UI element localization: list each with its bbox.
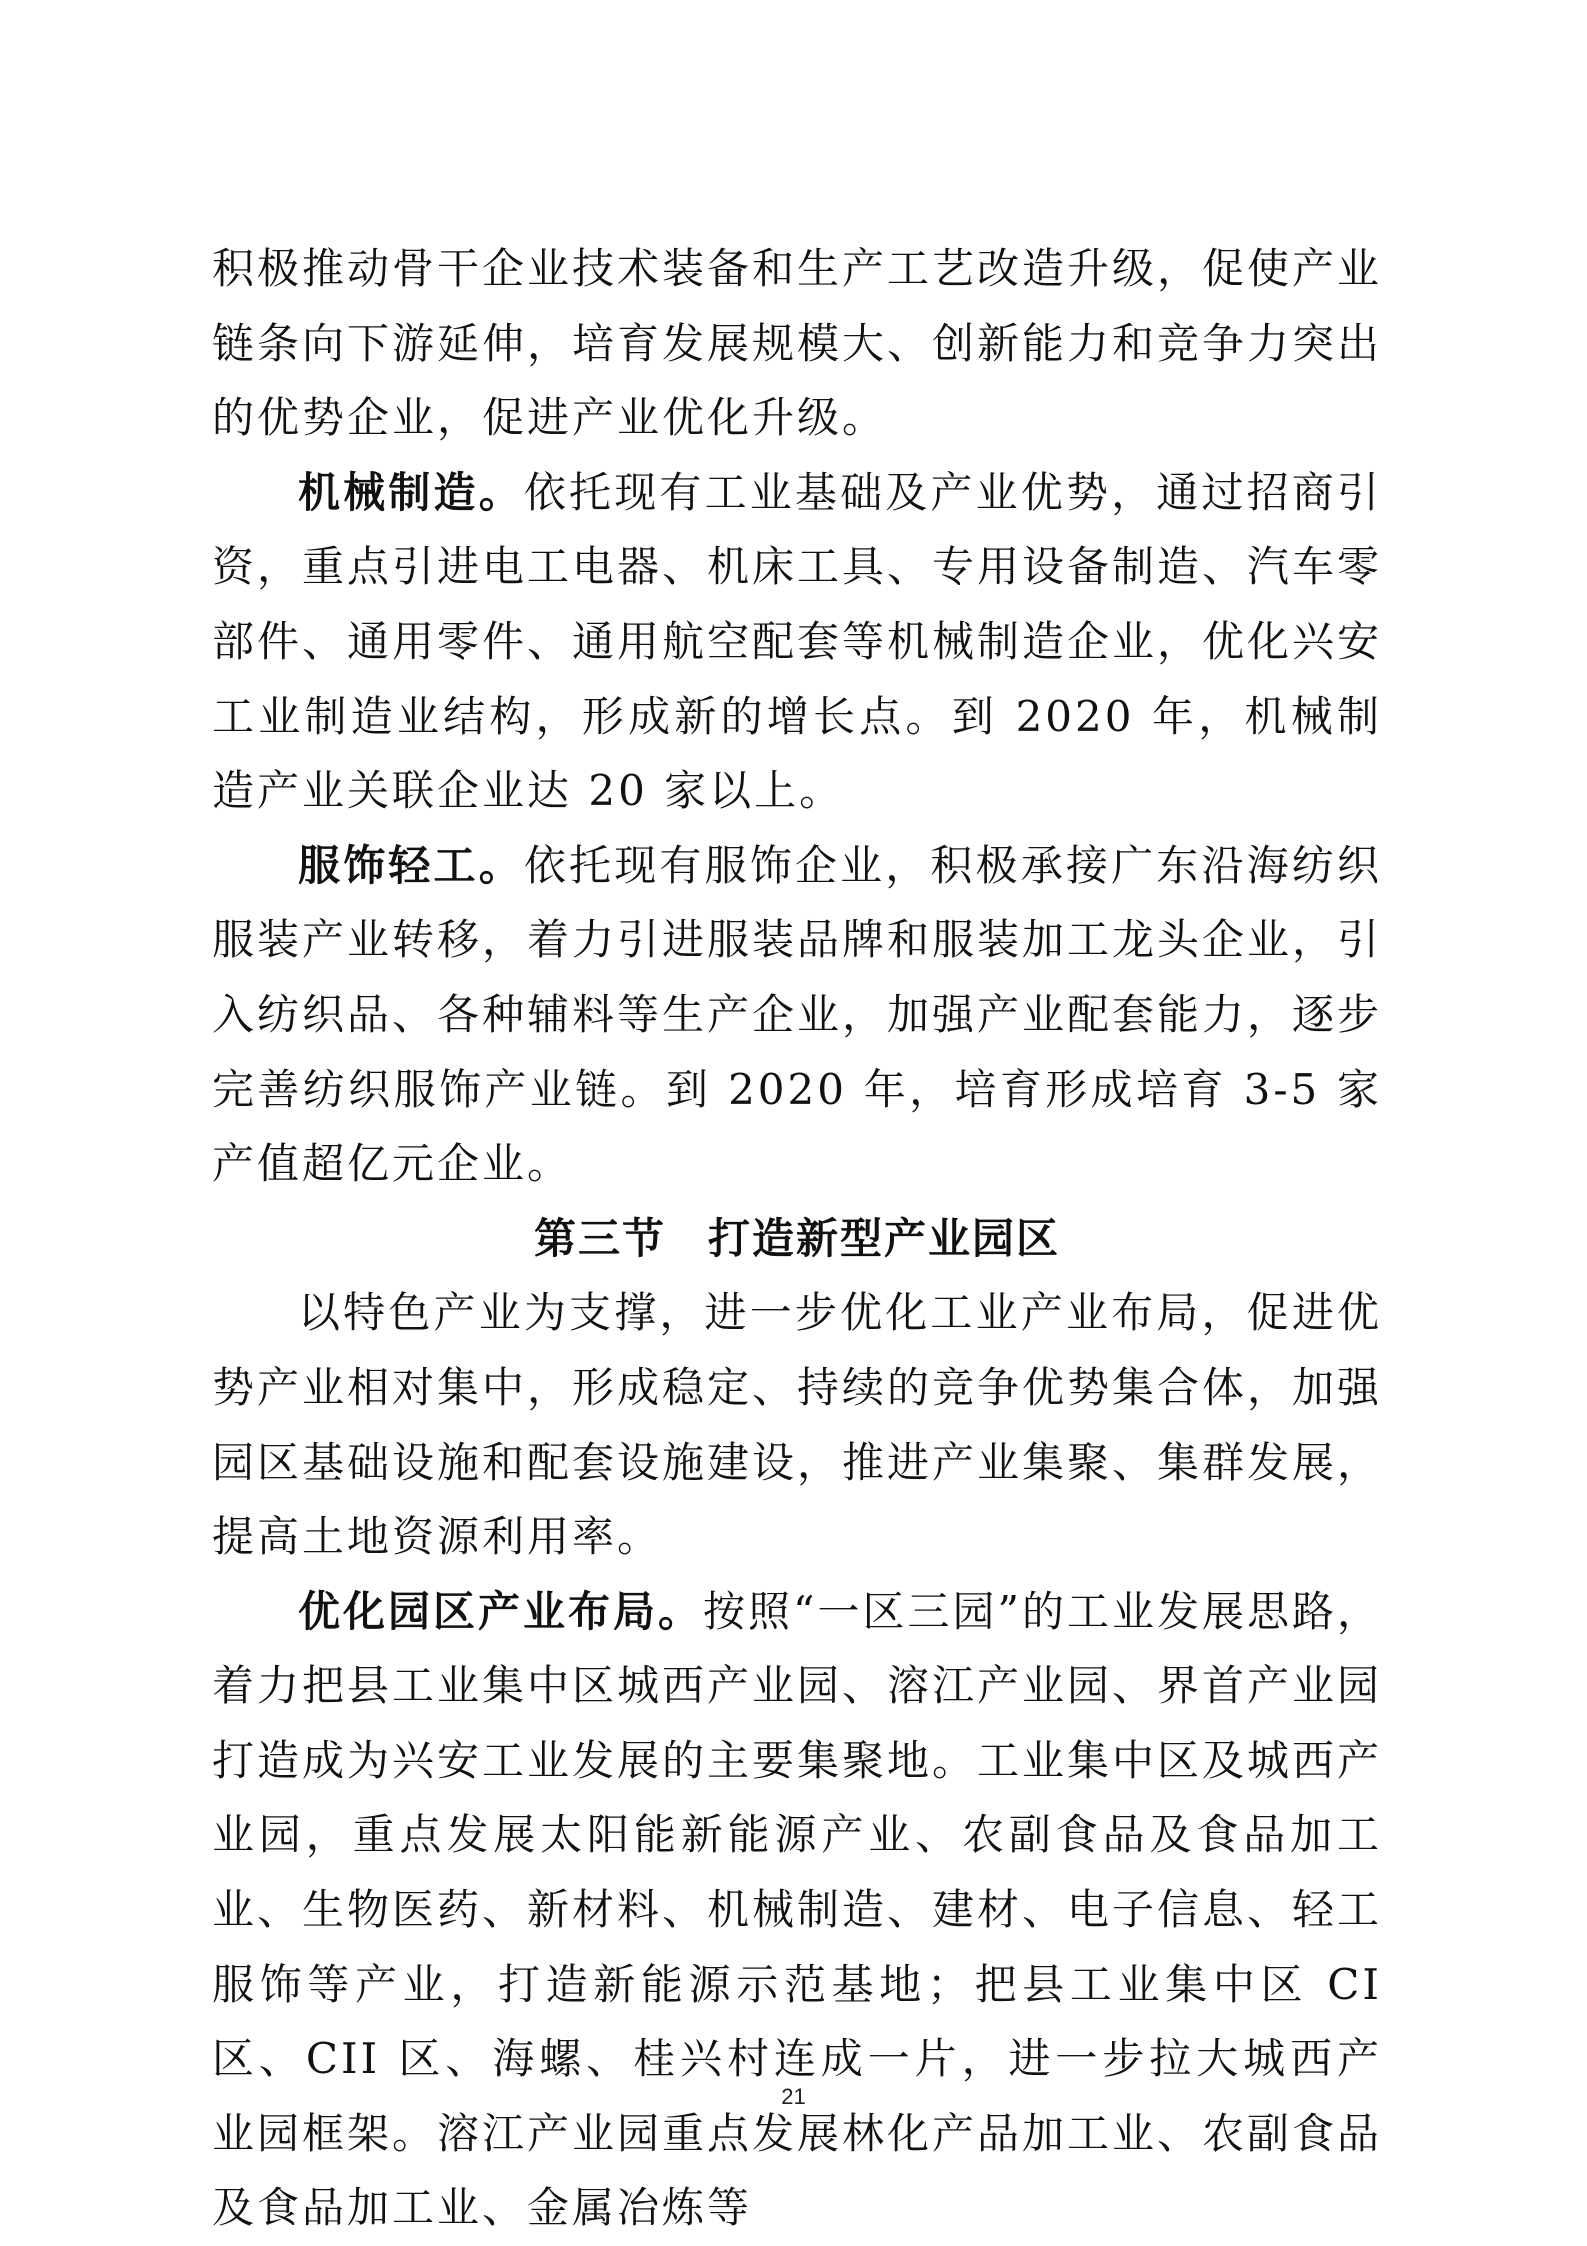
paragraph-machinery: [212, 456, 1382, 829]
section-number: 第三节: [533, 1213, 666, 1263]
section-heading: [212, 1202, 1382, 1277]
page-number: 21: [781, 2084, 806, 2109]
section-title: 打造新型产业园区: [708, 1213, 1061, 1263]
paragraph-intro: [212, 1276, 1382, 1574]
paragraph-apparel: [212, 829, 1382, 1202]
paragraph-text: 以特色产业为支撑，进一步优化工业产业布局，促进优势产业相对集中，形成稳定、持续的竞争优势集合体，加强园区基础设施和配套设施建设，推进产业集聚、集群发展，提高土地资源利用率。: [212, 1288, 1383, 1562]
paragraph-lead: 机械制造。: [298, 467, 524, 517]
paragraph-continuation: [212, 232, 1382, 456]
paragraph-lead: 优化园区产业布局。: [298, 1586, 704, 1636]
paragraph-text: 依托现有工业基础及产业优势，通过招商引资，重点引进电工电器、机床工具、专用设备制造、汽车零部件、通用零件、通用航空配套等机械制造企业，优化兴安工业制造业结构，形成新的增长点。到 2020 年，机械制造产业关联企业达 20 家以上。: [212, 467, 1383, 816]
paragraph-text: 依托现有服饰企业，积极承接广东沿海纺织服装产业转移，着力引进服装品牌和服装加工龙头企业，引入纺织品、各种辅料等生产企业，加强产业配套能力，逐步完善纺织服饰产业链。到 2020 年，培育形成培育 3-5 家产值超亿元企业。: [212, 840, 1383, 1189]
body-text: [212, 232, 1382, 2246]
paragraph-text: 按照“一区三园”的工业发展思路，着力把县工业集中区城西产业园、溶江产业园、界首产业园打造成为兴安工业发展的主要集聚地。工业集中区及城西产业园，重点发展太阳能新能源产业、农副食品及食品加工业、生物医药、新材料、机械制造、建材、电子信息、轻工服饰等产业，打造新能源示范基地；把县工业集中区 CI 区、CII 区、海螺、桂兴村连成一片，进一步拉大城西产业园框架。溶江产业园重点发展林化产品加工业、农副食品及食品加工业、金属冶炼等: [212, 1586, 1383, 2233]
paragraph-park-layout: [212, 1575, 1382, 2246]
paragraph-lead: 服饰轻工。: [298, 840, 524, 890]
paragraph-text: 积极推动骨干企业技术装备和生产工艺改造升级，促使产业链条向下游延伸，培育发展规模大、创新能力和竞争力突出的优势企业，促进产业优化升级。: [212, 244, 1383, 443]
